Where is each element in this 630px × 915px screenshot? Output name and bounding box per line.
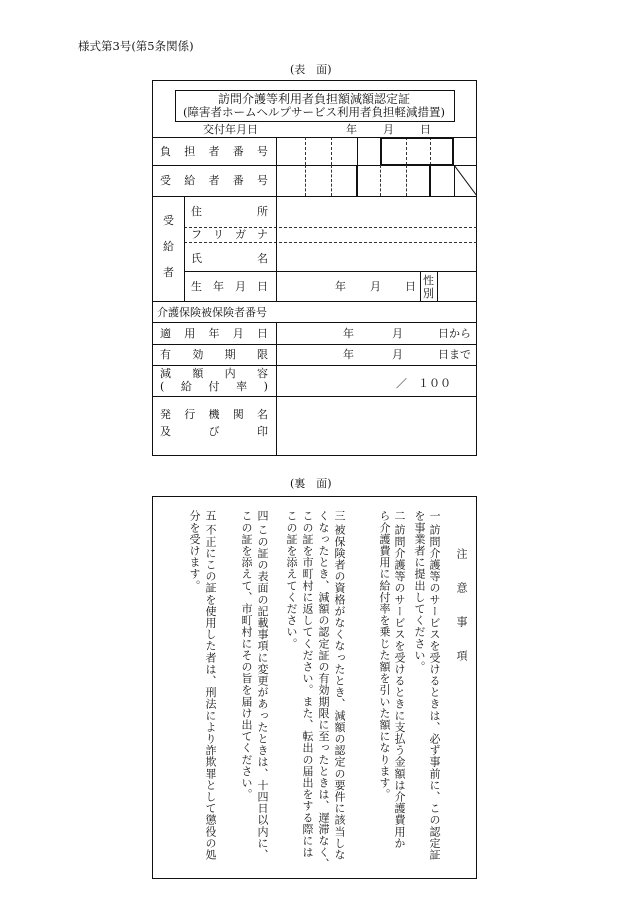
sex-label-2: 別 <box>423 287 434 300</box>
note-2-line-2: ら介護費用に給付率を乗じた額を引いた額になります。 <box>378 510 391 800</box>
rate-value: ／ １００ <box>396 377 451 390</box>
valid-from-label: 適 用 年 月 日 <box>160 327 268 340</box>
note-2-line-1: 訪問介護等のサービスを受けるときに支払う金額は介護費用か <box>393 524 406 849</box>
certificate-title: 訪問介護等利用者負担額減額認定証 <box>217 92 410 106</box>
reduction-content-label: 減 額 内 容 <box>160 367 268 380</box>
note-4-number: 四 <box>256 510 269 522</box>
note-4-line-2: この証を添えて、市町村にその旨を届け出てください。 <box>240 510 253 800</box>
issuer-label: 発 行 機 関 名 <box>160 408 268 421</box>
valid-from-suffix: 日から <box>438 327 471 340</box>
note-3-line-2: くなったとき、減額の認定証の有効期限に至ったときは、遅滞なく、 <box>317 510 330 870</box>
recipient-number-label: 受 給 者 番 号 <box>160 174 268 187</box>
expiry-month: 月 <box>392 348 403 361</box>
note-3-line-1: 被保険者の資格がなくなったとき、減額の認定の要件に該当しな <box>333 524 346 861</box>
note-3-number: 三 <box>333 510 346 522</box>
issue-year-label: 年 <box>346 123 357 136</box>
insured-number-label: 介護保険被保険者番号 <box>157 306 267 319</box>
note-3-line-3: この証を市町村に返してください。また、転出の届出をする際には <box>301 510 314 858</box>
issue-date-label: 交付年月日 <box>203 123 258 136</box>
birth-month-label: 月 <box>370 280 381 293</box>
note-3-line-4: この証を添えてください。 <box>285 510 298 650</box>
form-number: 様式第3号(第5条関係) <box>78 39 194 53</box>
back-side-label: (裏 面) <box>290 477 332 490</box>
note-5-line-2: 分を受けます。 <box>188 510 201 592</box>
sex-label-1: 性 <box>423 274 434 287</box>
note-4-line-1: この証の表面の記載事項に変更があったときは、十四日以内に、 <box>256 524 269 861</box>
note-1-line-1: 訪問介護等のサービスを受けるときは、必ず事前に、この認定証 <box>428 524 441 861</box>
certificate-subtitle: (障害者ホームヘルプサービス利用者負担軽減措置) <box>183 105 445 119</box>
note-5-number: 五 <box>204 510 217 522</box>
recipient-side-char-1: 受 <box>163 214 174 227</box>
expiry-suffix: 日まで <box>438 348 471 361</box>
recipient-side-char-3: 者 <box>163 266 174 279</box>
expiry-year: 年 <box>343 348 354 361</box>
recipient-side-char-2: 給 <box>163 240 174 253</box>
birth-date-label: 生 年 月 日 <box>191 280 268 293</box>
note-1-number: 一 <box>428 510 441 522</box>
notes-heading: 注 意 事 項 <box>455 548 468 667</box>
note-5-line-1: 不正にこの証を使用した者は、刑法により詐欺罪として懲役の処 <box>204 524 217 861</box>
note-2-number: 二 <box>393 510 406 522</box>
issuer-seal-label: 及 び 印 <box>160 425 268 438</box>
furigana-label: フ リ ガ ナ <box>191 228 268 241</box>
address-label: 住 所 <box>191 205 268 218</box>
expiry-label: 有 効 期 限 <box>160 348 268 361</box>
valid-from-year: 年 <box>343 327 354 340</box>
name-label: 氏 名 <box>191 252 268 265</box>
burden-number-highlight <box>380 137 454 166</box>
burden-number-label: 負 担 者 番 号 <box>160 145 268 158</box>
note-1-line-2: を事業者に提出してください。 <box>413 510 426 673</box>
issue-month-label: 月 <box>383 123 394 136</box>
front-side-label: (表 面) <box>290 63 332 76</box>
valid-from-month: 月 <box>392 327 403 340</box>
birth-day-label: 日 <box>405 280 416 293</box>
diagonal-slash <box>454 165 477 196</box>
issue-day-label: 日 <box>420 123 431 136</box>
birth-year-label: 年 <box>335 280 346 293</box>
benefit-rate-label: ( 給 付 率 ) <box>160 380 268 393</box>
